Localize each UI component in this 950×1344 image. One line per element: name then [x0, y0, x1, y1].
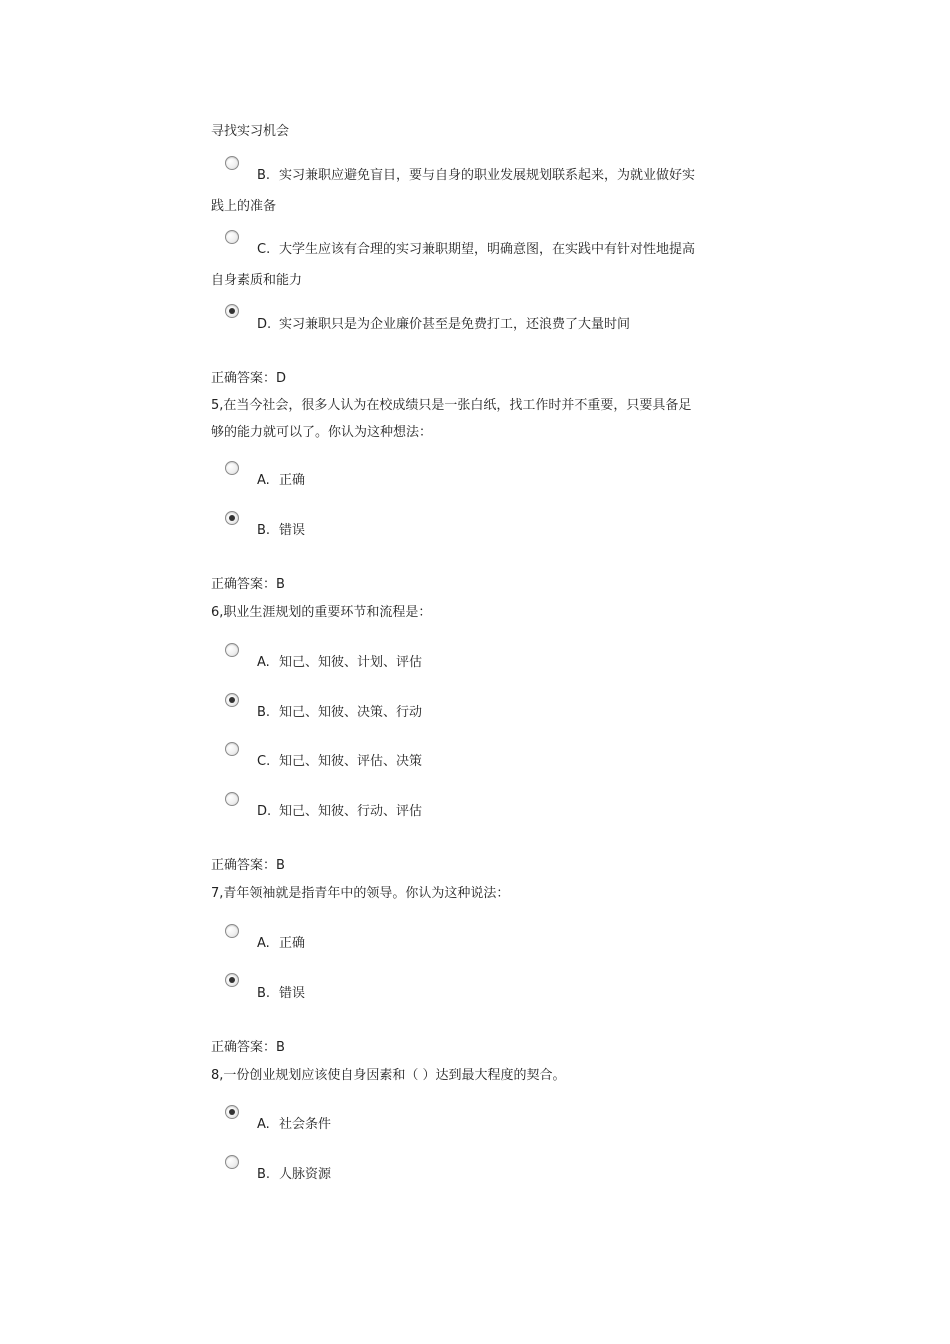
option-letter: A.: [257, 936, 270, 951]
continuation-text: 寻找实习机会: [211, 124, 290, 139]
option-letter: A.: [257, 473, 270, 488]
option-letter: D.: [257, 804, 272, 819]
option-text: 知己、知彼、行动、评估: [279, 804, 423, 819]
question-5-line-1: 5,在当今社会，很多人认为在校成绩只是一张白纸，找工作时并不重要，只要具备足: [211, 398, 692, 413]
option-text: 知己、知彼、决策、行动: [279, 705, 423, 720]
option-text: 大学生应该有合理的实习兼职期望，明确意图，在实践中有针对性地提高: [279, 242, 696, 257]
option-b-line-1: [257, 166, 695, 186]
option-b: [257, 703, 422, 723]
radio-option-d[interactable]: [225, 304, 239, 318]
option-text: 实习兼职应避免盲目，要与自身的职业发展规划联系起来，为就业做好实: [279, 168, 696, 183]
option-letter: B.: [257, 523, 271, 538]
option-c-line-2: 自身素质和能力: [211, 273, 303, 288]
option-text: 知己、知彼、评估、决策: [279, 754, 423, 769]
radio-option-a[interactable]: [225, 1105, 239, 1119]
option-text: 正确: [279, 473, 306, 488]
option-text: 实习兼职只是为企业廉价甚至是免费打工，还浪费了大量时间: [279, 317, 631, 332]
option-text: 社会条件: [279, 1117, 332, 1132]
option-letter: B.: [257, 986, 271, 1001]
option-c: [257, 752, 422, 772]
radio-option-c[interactable]: [225, 230, 239, 244]
question-7: 7,青年领袖就是指青年中的领导。你认为这种说法：: [211, 886, 510, 901]
option-b: [257, 521, 305, 541]
option-d-line-1: [257, 315, 630, 335]
option-b-line-2: 践上的准备: [211, 199, 277, 214]
option-letter: C.: [257, 754, 271, 769]
option-letter: B.: [257, 168, 271, 183]
option-a: [257, 934, 305, 954]
option-a: [257, 1115, 331, 1135]
option-letter: D.: [257, 317, 272, 332]
option-text: 人脉资源: [279, 1167, 332, 1182]
correct-answer: 正确答案：B: [211, 1040, 285, 1055]
option-text: 错误: [279, 986, 306, 1001]
radio-option-b[interactable]: [225, 156, 239, 170]
question-8: 8,一份创业规划应该使自身因素和（ ）达到最大程度的契合。: [211, 1068, 566, 1083]
option-b: [257, 984, 305, 1004]
option-letter: A.: [257, 1117, 270, 1132]
radio-option-b[interactable]: [225, 511, 239, 525]
radio-option-c[interactable]: [225, 742, 239, 756]
radio-option-a[interactable]: [225, 924, 239, 938]
radio-option-b[interactable]: [225, 973, 239, 987]
question-6: 6,职业生涯规划的重要环节和流程是：: [211, 605, 432, 620]
radio-option-a[interactable]: [225, 461, 239, 475]
question-5-line-2: 够的能力就可以了。你认为这种想法：: [211, 425, 433, 440]
option-text: 错误: [279, 523, 306, 538]
option-letter: B.: [257, 1167, 271, 1182]
option-b: [257, 1165, 331, 1185]
option-a: [257, 653, 422, 673]
option-letter: A.: [257, 655, 270, 670]
option-letter: B.: [257, 705, 271, 720]
radio-option-a[interactable]: [225, 643, 239, 657]
option-d: [257, 802, 422, 822]
correct-answer: 正确答案：D: [211, 371, 287, 386]
option-text: 知己、知彼、计划、评估: [279, 655, 423, 670]
radio-option-d[interactable]: [225, 792, 239, 806]
radio-option-b[interactable]: [225, 693, 239, 707]
option-a: [257, 471, 305, 491]
option-letter: C.: [257, 242, 271, 257]
option-text: 正确: [279, 936, 306, 951]
correct-answer: 正确答案：B: [211, 577, 285, 592]
option-c-line-1: [257, 240, 695, 260]
correct-answer: 正确答案：B: [211, 858, 285, 873]
radio-option-b[interactable]: [225, 1155, 239, 1169]
